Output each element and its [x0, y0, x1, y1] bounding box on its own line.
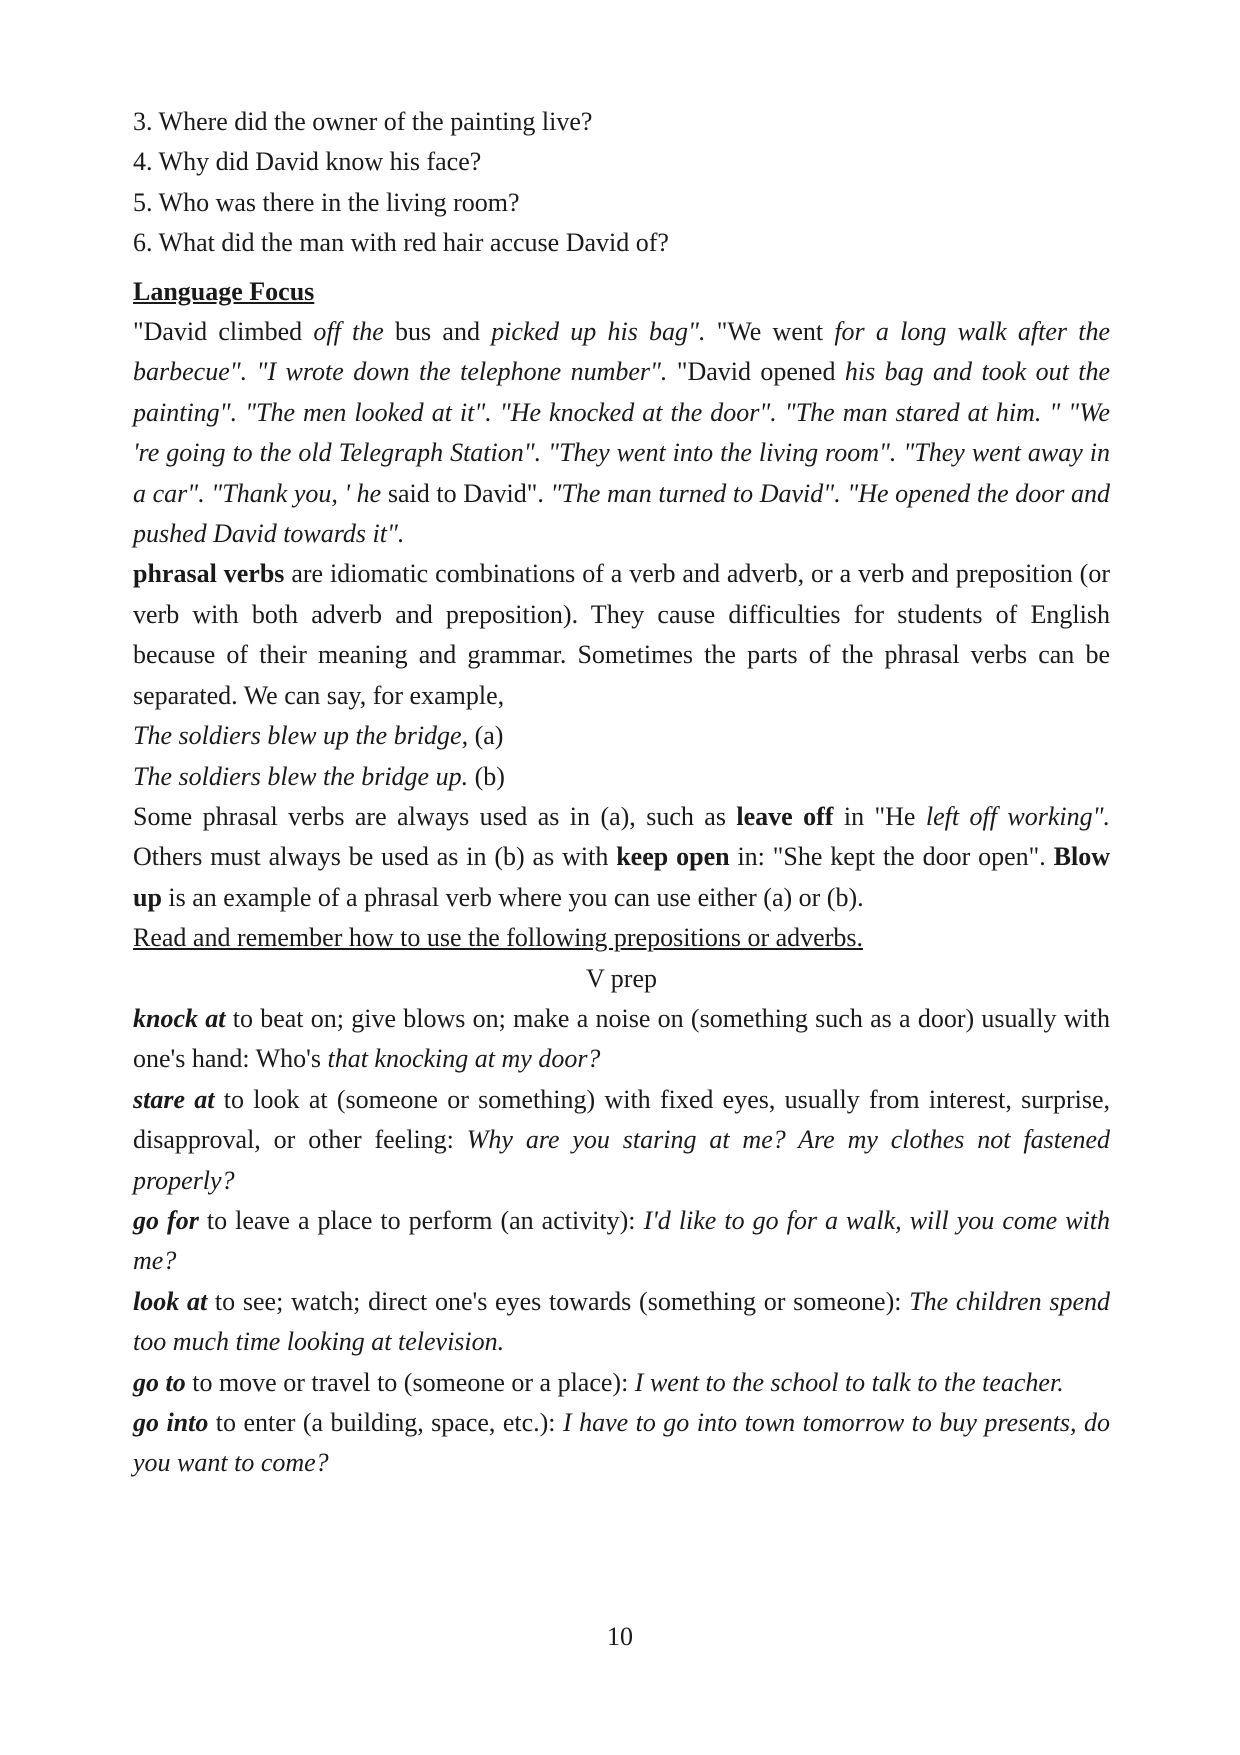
entry-go-for: [133, 1201, 1110, 1282]
example-fragment: "David climbed: [133, 317, 314, 347]
usage-fragment: in "He: [833, 801, 926, 831]
phrasal-verb-entries: [133, 999, 1110, 1484]
usage-paragraph: [133, 797, 1110, 918]
question-list: [133, 102, 1110, 264]
example-fragment: picked up his bag".: [491, 317, 706, 347]
entry-example: I'd like to go for a walk, will you come with me?: [133, 1205, 1110, 1276]
entry-definition: to leave a place to perform (an activity):: [198, 1205, 644, 1235]
question-item: 5. Who was there in the living room?: [133, 187, 520, 217]
entry-term: go into: [133, 1408, 209, 1437]
example-b-sentence: The soldiers blew the bridge up.: [133, 761, 469, 791]
entry-definition: to look at (someone or something) with fixed eyes, usually from interest, surprise, disapproval, or other feeling:: [133, 1084, 1110, 1155]
entry-example: The children spend too much time looking at television.: [133, 1286, 1110, 1357]
entry-example: I went to the school to talk to the teacher.: [634, 1367, 1064, 1397]
entry-knock-at: [133, 999, 1110, 1080]
example-sentences-paragraph: [133, 312, 1110, 554]
example-fragment: "David opened: [667, 357, 845, 387]
entry-definition: to see; watch; direct one's eyes towards (something or someone):: [207, 1286, 910, 1316]
definition-text: are idiomatic combinations of a verb and adverb, or a verb and preposition (or verb with both adverb and preposition). They cause difficulties for students of English because of their meaning and grammar. Sometimes the parts of the phrasal verbs can be separated. We can say, for example,: [133, 559, 1110, 710]
example-a-sentence: The soldiers blew up the bridge,: [133, 721, 469, 751]
example-fragment: said to David".: [381, 478, 551, 508]
usage-fragment: is an example of a phrasal verb where you can use either (a) or (b).: [161, 882, 864, 912]
example-fragment: bus and: [383, 317, 492, 347]
usage-fragment: Others must always be used as in (b) as with: [133, 842, 617, 872]
entry-example: I have to go into town tomorrow to buy presents, do you want to come?: [133, 1408, 1110, 1478]
usage-fragment: left off working".: [925, 801, 1110, 831]
instruction-text: Read and remember how to use the following prepositions or adverbs.: [133, 923, 863, 953]
entry-term: go to: [133, 1367, 186, 1397]
example-fragment: "The man turned to David". "He opened the door and pushed David towards it".: [133, 478, 1110, 549]
usage-fragment: in: "She kept the door open".: [729, 842, 1054, 872]
usage-fragment: Some phrasal verbs are always used as in (a), such as: [133, 801, 737, 831]
entry-term: knock at: [133, 1003, 226, 1033]
phrasal-verbs-definition: [133, 554, 1110, 716]
example-fragment: off the: [313, 317, 384, 347]
usage-fragment: leave off: [736, 801, 834, 831]
question-item: 3. Where did the owner of the painting live?: [133, 107, 593, 136]
entry-term: go for: [133, 1205, 199, 1235]
entry-term: look at: [133, 1286, 208, 1316]
example-fragment: his bag and took out the painting". "The men looked at it". "He knocked at the door". "The man stared at him. " "We 're going to the old Telegraph Station". "They went into the living room". "They went away in a car". "Thank you, ' he: [133, 357, 1110, 508]
entry-stare-at: [133, 1080, 1110, 1201]
usage-fragment: Blow up: [133, 842, 1111, 912]
usage-fragment: keep open: [616, 842, 730, 872]
example-fragment: "We went: [705, 317, 835, 347]
example-b: [133, 757, 1110, 797]
entry-look-at: [133, 1282, 1110, 1363]
entry-example: Why are you staring at me? Are my clothes not fastened properly?: [133, 1125, 1111, 1195]
entry-example: that knocking at my door?: [327, 1044, 601, 1074]
definition-term: phrasal verbs: [133, 559, 285, 589]
page-body: [133, 102, 1110, 1484]
example-a: [133, 716, 1110, 756]
entry-definition: to enter (a building, space, etc.):: [208, 1408, 563, 1437]
question-item: 4. Why did David know his face?: [133, 147, 482, 177]
section-label: V prep: [585, 963, 657, 993]
entry-go-into: [133, 1403, 1110, 1484]
question-item: 6. What did the man with red hair accuse David of?: [133, 228, 669, 258]
entry-definition: to beat on; give blows on; make a noise on (something such as a door) usually with one's hand: Who's: [133, 1003, 1110, 1074]
example-fragment: for a long walk after the barbecue". "I wrote down the telephone number".: [133, 317, 1111, 387]
entry-term: stare at: [133, 1084, 215, 1114]
section-heading: Language Focus: [133, 276, 315, 306]
example-a-tag: (a): [468, 721, 504, 751]
example-b-tag: (b): [468, 761, 505, 791]
entry-go-to: [133, 1363, 1110, 1403]
entry-definition: to move or travel to (someone or a place):: [185, 1367, 635, 1397]
page-number: 10: [607, 1622, 633, 1651]
